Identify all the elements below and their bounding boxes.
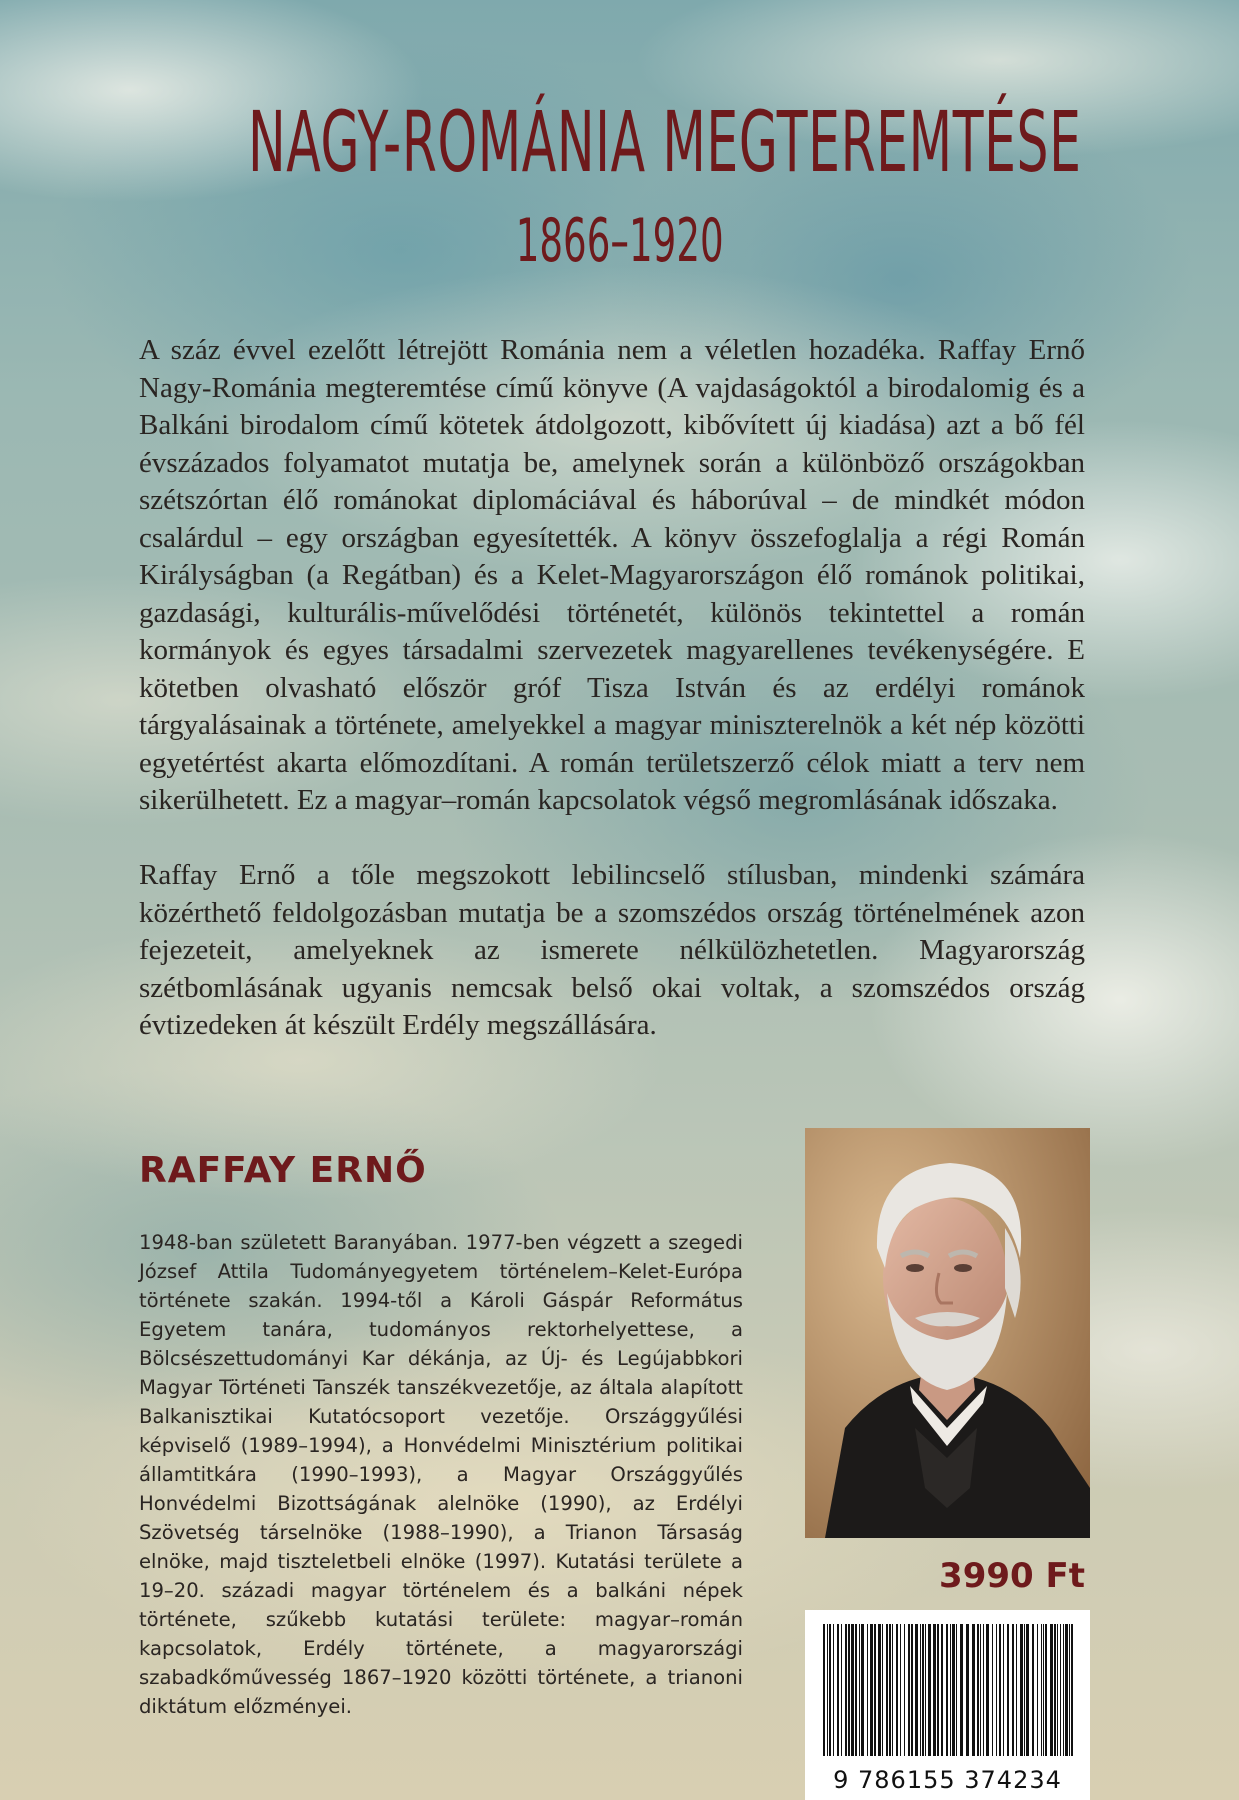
barcode-bar <box>889 1624 891 1756</box>
barcode-bar <box>925 1624 926 1756</box>
barcode-bar <box>1060 1624 1061 1756</box>
barcode-bar <box>1041 1624 1042 1756</box>
isbn-number: 9 786155 374234 <box>833 1766 1062 1794</box>
barcode-bar <box>1054 1624 1056 1756</box>
barcode-bar <box>937 1624 939 1756</box>
barcode-bar <box>827 1624 828 1756</box>
barcode-bar <box>870 1624 873 1756</box>
barcode-bar <box>1037 1624 1038 1756</box>
barcode-bar <box>999 1624 1001 1756</box>
barcode-bar <box>1050 1624 1053 1756</box>
barcode-bar <box>1007 1624 1009 1756</box>
barcode-bar <box>1032 1624 1034 1756</box>
barcode-bar <box>829 1624 831 1756</box>
author-portrait-image <box>805 1128 1090 1538</box>
author-bio: 1948-ban született Baranyában. 1977-ben végzett a szegedi József Attila Tudományegyetem történelem–Kelet-Európa története szakán. 1994-től a Károli Gáspár Református Egyetem tanára, tudományos rektorhelyettese, a Bölcsészettudományi Kar dékánja, az Új- és Legújabbkori Magyar Történeti Tanszék tanszékvezetője, az általa alapított Balkanisztikai Kutatócsoport vezetője. Országgyűlési képviselő (1989–1994), a Honvédelmi Minisztérium politikai államtitkára (1990–1993), a Magyar Országgyűlés Honvédelmi Bizottságának alelnöke (1990), az Erdélyi Szövetség társelnöke (1988–1990), a Trianon Társaság elnöke, majd tiszteletbeli elnöke (1997). Kutatási területe a 19–20. századi magyar történelem és a balkáni népek története, szűkebb kutatási területe: magyar–román kapcsolatok, Erdély története, a magyarországi szabadkőművesség 1867–1920 közötti története, a trianoni diktátum előzményei. <box>139 1231 743 1718</box>
book-title: NAGY-ROMÁNIA MEGTEREMTÉSE <box>248 93 1082 191</box>
barcode-bar <box>996 1624 997 1756</box>
barcode-bar <box>950 1624 951 1756</box>
barcode-bar <box>1012 1624 1014 1756</box>
barcode-bar <box>855 1624 857 1756</box>
barcode-bar <box>841 1624 842 1756</box>
barcode-bar <box>908 1624 910 1756</box>
barcode-bar <box>966 1624 969 1756</box>
barcode-bar <box>983 1624 984 1756</box>
barcode-bar <box>823 1624 825 1756</box>
description-paragraph-1: A száz évvel ezelőtt létrejött Románia nem a véletlen hozadéka. Raffay Ernő Nagy-Románia megteremtése című könyve (A vajdaságoktól a birodalomig és a Balkáni birodalom című kötetek átdolgozott, kibővített új kiadása) azt a bő fél évszázados folyamatot mutatja be, amelynek során a különböző országokban szétszórtan élő románokat diplomáciával és háborúval – de mindkét módon csalárdul – egy országban egyesítették. A könyv összefoglalja a régi Román Királyságban (a Regátban) és a Kelet-Magyarországon élő románok politikai, gazdasági, kulturális-művelődési történetét, különös tekintettel a román kormányok és egyes társadalmi szervezetek magyarellenes tevékenységére. E kötetben olvasható először gróf Tisza István és az erdélyi románok tárgyalásainak a története, amelyekkel a magyar miniszterelnök a két nép közötti egyetértést akarta előmozdítani. A román területszerző célok miatt a terv nem sikerülhetett. Ez a magyar–román kapcsolatok végső megromlásának időszaka. <box>139 334 1085 816</box>
barcode-bar <box>1045 1624 1047 1756</box>
barcode-bar <box>848 1624 850 1756</box>
barcode-bars <box>805 1610 1090 1760</box>
barcode-bar <box>859 1624 860 1756</box>
book-years: 1866–1920 <box>515 206 724 276</box>
barcode-bar <box>928 1624 931 1756</box>
barcode-bar <box>1065 1624 1068 1756</box>
barcode-bar <box>882 1624 883 1756</box>
description-paragraph-2: Raffay Ernő a tőle megszokott lebilincselő stílusban, mindenki számára közérthető feldolgozásban mutatja be a szomszédos ország történelmének azon fejezeteit, amelyeknek az ismerete nélkülözhetetlen. Magyarország szétbomlásának ugyanis nemcsak belső okai voltak, a szomszédos ország évtizedeken át készült Erdély megszállására. <box>139 859 1085 1041</box>
barcode-bar <box>1026 1624 1029 1756</box>
barcode-bar <box>960 1624 963 1756</box>
barcode-bar <box>1069 1624 1070 1756</box>
barcode-bar <box>972 1624 975 1756</box>
author-photo <box>805 1128 1090 1538</box>
barcode-bar <box>922 1624 924 1756</box>
barcode-bar <box>886 1624 888 1756</box>
barcode-bar <box>986 1624 989 1756</box>
barcode-bar <box>896 1624 898 1756</box>
barcode-bar <box>977 1624 979 1756</box>
barcode-bar <box>1024 1624 1025 1756</box>
barcode-bar <box>851 1624 854 1756</box>
barcode-bar <box>915 1624 918 1756</box>
barcode-bar <box>1003 1624 1004 1756</box>
barcode-bar <box>904 1624 905 1756</box>
barcode-bar <box>933 1624 936 1756</box>
barcode-bar <box>946 1624 948 1756</box>
barcode-bar <box>837 1624 839 1756</box>
barcode-bar <box>1043 1624 1044 1756</box>
barcode-bar <box>1016 1624 1017 1756</box>
barcode-bar <box>1057 1624 1058 1756</box>
barcode-bar <box>941 1624 943 1756</box>
barcode-bar <box>992 1624 993 1756</box>
barcode-bar <box>920 1624 921 1756</box>
barcode-bar <box>861 1624 864 1756</box>
barcode-bar <box>1063 1624 1064 1756</box>
barcode-bar <box>878 1624 881 1756</box>
barcode-bar <box>833 1624 834 1756</box>
barcode-bar <box>980 1624 981 1756</box>
isbn-barcode <box>805 1610 1090 1800</box>
barcode-bar <box>911 1624 913 1756</box>
price-label: 3990 Ft <box>939 1556 1085 1596</box>
barcode-bar <box>956 1624 957 1756</box>
barcode-bar <box>1071 1624 1073 1756</box>
barcode-bar <box>874 1624 876 1756</box>
barcode-bar <box>952 1624 955 1756</box>
barcode-bar <box>900 1624 901 1756</box>
barcode-bar <box>892 1624 893 1756</box>
barcode-bar <box>845 1624 847 1756</box>
barcode-bar <box>867 1624 868 1756</box>
barcode-bar <box>1020 1624 1023 1756</box>
author-name: RAFFAY ERNŐ <box>139 1150 427 1191</box>
